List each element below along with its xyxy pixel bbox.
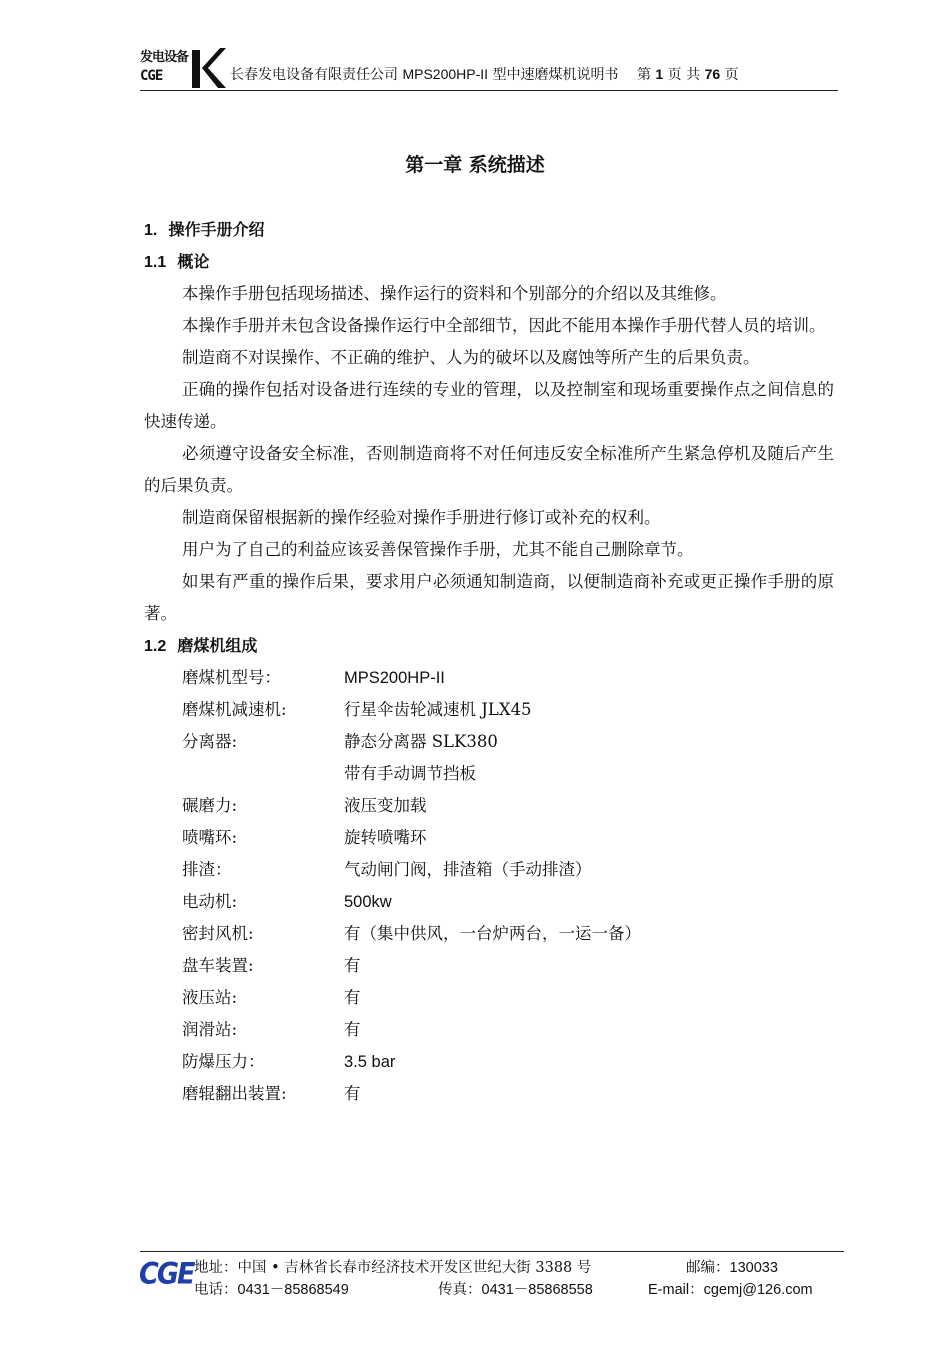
spec-key: 碾磨力: [182,796,238,815]
section-number: 1.1 [144,254,167,271]
header-page-number: 1 [655,66,664,82]
spec-key: 喷嘴环: [182,828,238,847]
spec-value: 旋转喷嘴环 [344,828,427,847]
paragraph: 必须遵守设备安全标准，否则制造商将不对任何违反安全标准所产生紧急停机及随后产生的后果负责。 [144,444,834,495]
spec-value: 行星伞齿轮减速机 JLX45 [344,700,532,719]
header-total-unit: 页 [724,67,739,83]
paragraph: 本操作手册并未包含设备操作运行中全部细节，因此不能用本操作手册代替人员的培训。 [182,316,826,335]
footer-address: 地址：中国 • 吉林省长春市经济技术开发区世纪大街 3388 号 [194,1260,592,1276]
spec-value: 静态分离器 SLK380 [344,732,498,751]
spec-key: 防爆压力： [182,1052,265,1071]
section-title: 概论 [177,252,210,271]
spec-row [144,662,834,694]
spec-key: 盘车装置: [182,956,254,975]
paragraph: 正确的操作包括对设备进行连续的专业的管理，以及控制室和现场重要操作点之间信息的快速传递。 [144,380,834,431]
spec-key: 液压站: [182,988,238,1007]
section-1-1-heading [144,246,834,278]
company-logo [140,44,232,90]
footer-contact-line [194,1278,813,1299]
footer-logo: CGE [139,1257,194,1292]
logo-bottom-text: CGE [140,68,163,84]
paragraph: 本操作手册包括现场描述、操作运行的资料和个别部分的介绍以及其维修。 [182,284,727,303]
spec-row [144,982,834,1014]
footer-fax: 传真：0431－85868558 [438,1282,593,1298]
section-1-2-heading [144,630,834,662]
section-1-heading [144,214,834,246]
spec-value: MPS200HP-II [344,669,445,687]
spec-row [144,1046,834,1078]
spec-key: 磨辊翻出装置: [182,1084,287,1103]
spec-row [144,822,834,854]
header-model: MPS200HP-II [402,66,489,82]
spec-value: 有 [344,1084,361,1103]
spec-value: 有 [344,956,361,975]
paragraph: 制造商不对误操作、不正确的维护、人为的破坏以及腐蚀等所产生的后果负责。 [182,348,760,367]
spec-row [144,1014,834,1046]
spec-row [144,758,834,790]
spec-row [144,790,834,822]
spec-key: 分离器: [182,732,238,751]
footer-phone: 电话：0431－85868549 [194,1282,349,1298]
footer-address-line [194,1256,778,1277]
section-number: 1. [144,222,158,239]
spec-row [144,886,834,918]
spec-value: 气动闸门阀，排渣箱（手动排渣） [344,860,592,879]
spec-row [144,694,834,726]
spec-value: 有 [344,988,361,1007]
paragraph: 制造商保留根据新的操作经验对操作手册进行修订或补充的权利。 [182,508,661,527]
document-body [144,214,834,1110]
chapter-title: 第一章 系统描述 [405,154,545,176]
header-page-unit: 页 [667,67,682,83]
header-total-pages: 76 [704,66,721,82]
logo-mark-icon [186,44,226,90]
spec-row [144,918,834,950]
spec-key: 电动机: [182,892,238,911]
spec-value: 液压变加载 [344,796,427,815]
header-company: 长春发电设备有限责任公司 [230,67,398,83]
header-doc-title: 型中速磨煤机说明书 [492,67,619,83]
paragraph: 用户为了自己的利益应该妥善保管操作手册，尤其不能自己删除章节。 [182,540,694,559]
spec-key: 润滑站: [182,1020,238,1039]
section-title: 磨煤机组成 [177,636,258,655]
footer-postcode: 邮编：130033 [686,1260,778,1276]
header-page-label: 第 [636,67,651,83]
spec-row [144,854,834,886]
spec-key: 排渣： [182,860,232,879]
spec-row [144,1078,834,1110]
footer-email: E-mail：cgemj@126.com [648,1282,813,1298]
spec-key: 磨煤机减速机: [182,700,287,719]
paragraph: 如果有严重的操作后果，要求用户必须通知制造商，以便制造商补充或更正操作手册的原著。 [144,572,834,623]
spec-value: 带有手动调节挡板 [344,764,476,783]
spec-value: 3.5 bar [344,1053,396,1071]
page-header [140,40,838,94]
spec-key: 密封风机: [182,924,254,943]
logo-top-text: 发电设备 [140,50,189,65]
header-divider [140,90,838,91]
header-title [230,64,739,84]
spec-list [144,662,834,1110]
spec-value: 500kw [344,893,392,911]
header-total-label: 共 [686,67,701,83]
section-number: 1.2 [144,638,167,655]
spec-row [144,726,834,758]
spec-row [144,950,834,982]
spec-value: 有（集中供风，一台炉两台，一运一备） [344,924,641,943]
spec-key: 磨煤机型号： [182,668,281,687]
spec-value: 有 [344,1020,361,1039]
footer-divider [140,1251,844,1252]
section-title: 操作手册介绍 [168,220,265,239]
